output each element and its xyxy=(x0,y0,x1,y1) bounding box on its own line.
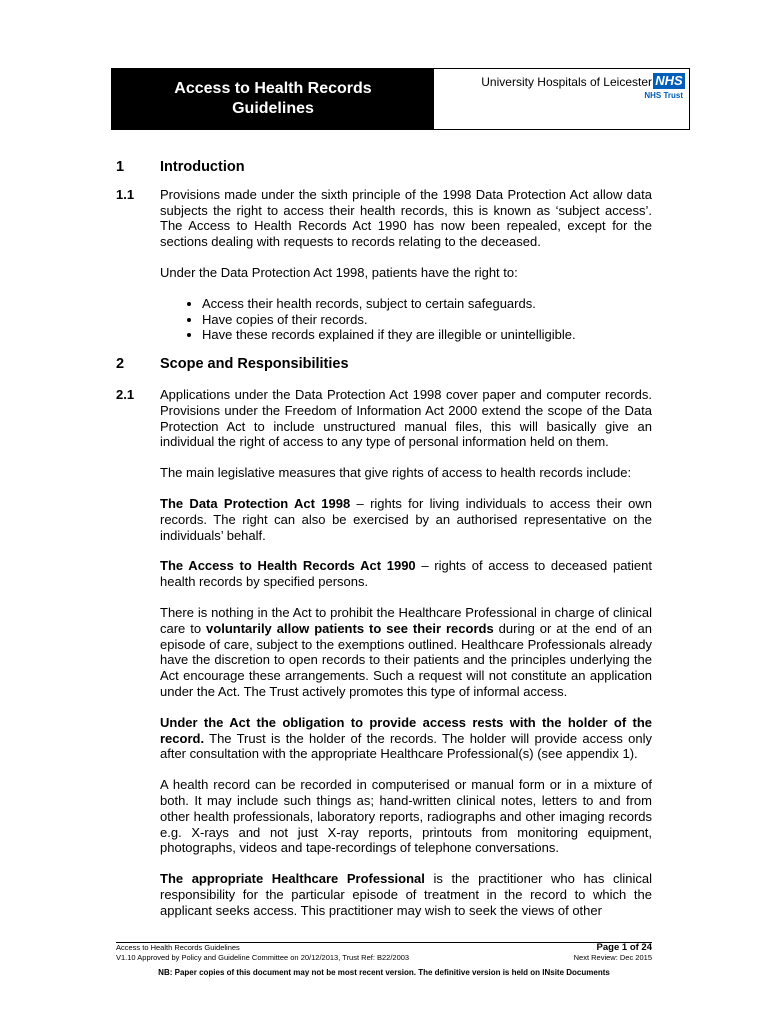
paragraph-text: The main legislative measures that give rights of access to health records include: xyxy=(160,465,632,481)
paragraph-2-1: 2.1 Applications under the Data Protection Act 1998 cover paper and computer records. Provisions under the Freedom of Information Act 2000 extend the scope of the Data Protection Act to include unstructured manual files, this will basically give an individual the right of access to any type of personal information held on them. The main legislative measures that give rights of access to health records include: The Data Protection Act 1998 – rights for living individuals to access their own records. The right can also be exercised by an authorised representative on the individuals’ behalf. The Access to Health Records Act 1990 – rights of access to deceased patient health records by specified persons. There is nothing in the Act to prohibit the Healthcare Professional in charge of clinical care to voluntarily allow patients to see their records during or at the end of an episode of care, subject to the exemptions outlined. Healthcare Professionals already have the discretion to open records to their patients and the principles underlying the Act encourage these arrangements. Such a request will not constitute an application under the Act. The Trust actively promotes this type of informal access. Under the Act the obligation to provide access rests with the holder of the record. The Trust is the holder of the records. The holder will provide access only after consultation with the appropriate Healthcare Professional(s) (see appendix 1). A health record can be recorded in computerised or manual form or in a mixture of both. It may include such things as; hand-written clinical notes, letters to and from other health professionals, laboratory reports, radiographs and other imaging records e.g. X-rays and not just X-ray reports, printouts from monitoring equipment, photographs, videos and tape-recordings of telephone conversations. The appropriate Healthcare Professional is the practitioner who has clinical responsibility for the particular episode of treatment in the record to which the applicant seeks access. This practitioner may wish to seek the views of other xyxy=(116,386,653,918)
rights-list xyxy=(160,296,652,343)
logo-block xyxy=(434,69,689,129)
nhs-logo-icon: NHS xyxy=(653,73,685,89)
nhs-trust-label: NHS Trust xyxy=(644,91,683,100)
paragraph-text: The Access to Health Records Act 1990 – rights of access to deceased patient health records by specified persons. xyxy=(160,558,652,590)
document-body xyxy=(116,160,652,918)
paragraph-text: The appropriate Healthcare Professional is the practitioner who has clinical responsibility for the particular episode of treatment in the record to which the applicant seeks access. This practitioner may wish to seek the views of other xyxy=(160,871,652,918)
paragraph-text: Applications under the Data Protection Act 1998 cover paper and computer records. Provisions under the Freedom of Information Act 2000 extend the scope of the Data Protection Act to include unstructured manual files, this will basically give an individual the right of access to any type of personal information held on them. xyxy=(160,386,652,450)
paragraph-text: The Data Protection Act 1998 – rights for living individuals to access their own records. The right can also be exercised by an authorised representative on the individuals’ behalf. xyxy=(160,495,652,543)
footer-next-review: Next Review: Dec 2015 xyxy=(573,953,652,962)
paragraph-text: Under the Act the obligation to provide access rests with the holder of the record. The Trust is the holder of the records. The holder will provide access only after consultation with the appropriate Healthcare Professional(s) (see appendix 1). xyxy=(160,714,652,762)
paragraph-text: Provisions made under the sixth principle of the 1998 Data Protection Act allow data subjects the right to access their health records, this is known as ‘subject access’. The Access to Health Records Act 1990 has now been repealed, except for the sections dealing with requests to records relating to the deceased. xyxy=(160,186,652,250)
section-heading-1: 1 Introduction xyxy=(116,159,245,175)
section-heading-2: 2 Scope and Responsibilities xyxy=(116,356,349,373)
document-header xyxy=(111,68,690,130)
paragraph-text: Under the Data Protection Act 1998, patients have the right to: xyxy=(160,264,518,280)
organisation-name: University Hospitals of Leicester xyxy=(481,75,652,89)
footer-doc-title: Access to Health Records Guidelines xyxy=(116,943,240,952)
title-block xyxy=(112,69,434,129)
paragraph-text: A health record can be recorded in computerised or manual form or in a mixture of both. It may include such things as; hand-written clinical notes, letters to and from other health professionals, laboratory reports, radiographs and other imaging records e.g. X-rays and not just X-ray reports, printouts from monitoring equipment, photographs, videos and tape-recordings of telephone conversations. xyxy=(160,777,652,856)
list-item: • Have these records explained if they are illegible or unintelligible. xyxy=(202,327,652,343)
paragraph-text: There is nothing in the Act to prohibit the Healthcare Professional in charge of clinical care to voluntarily allow patients to see their records during or at the end of an episode of care, subject to the exemptions outlined. Healthcare Professionals already have the discretion to open records to their patients and the principles underlying the Act encourage these arrangements. Such a request will not constitute an application under the Act. The Trust actively promotes this type of informal access. xyxy=(160,604,653,699)
page-number: Page 1 of 24 xyxy=(596,942,652,953)
document-title-line2: Guidelines xyxy=(232,100,314,117)
footer-note: NB: Paper copies of this document may not be most recent version. The definitive version is held on INsite Documents xyxy=(158,968,610,977)
footer-approval: V1.10 Approved by Policy and Guideline Committee on 20/12/2013, Trust Ref: B22/2003 xyxy=(116,953,410,962)
page-footer xyxy=(116,942,652,978)
paragraph-1-1: 1.1 Provisions made under the sixth principle of the 1998 Data Protection Act allow data subjects the right to access their health records, this is known as ‘subject access’. The Access to Health Records Act 1990 has now been repealed, except for the sections dealing with requests to records relating to the deceased. Under the Data Protection Act 1998, patients have the right to: • Access their health records, subject to certain safeguards. • Have copies of their records. • Have these records explained if they are illegible or unintelligible. xyxy=(116,187,652,343)
list-item: • Access their health records, subject to certain safeguards. xyxy=(202,296,652,312)
document-title-line1: Access to Health Records xyxy=(174,80,372,97)
list-item: • Have copies of their records. xyxy=(202,312,652,328)
